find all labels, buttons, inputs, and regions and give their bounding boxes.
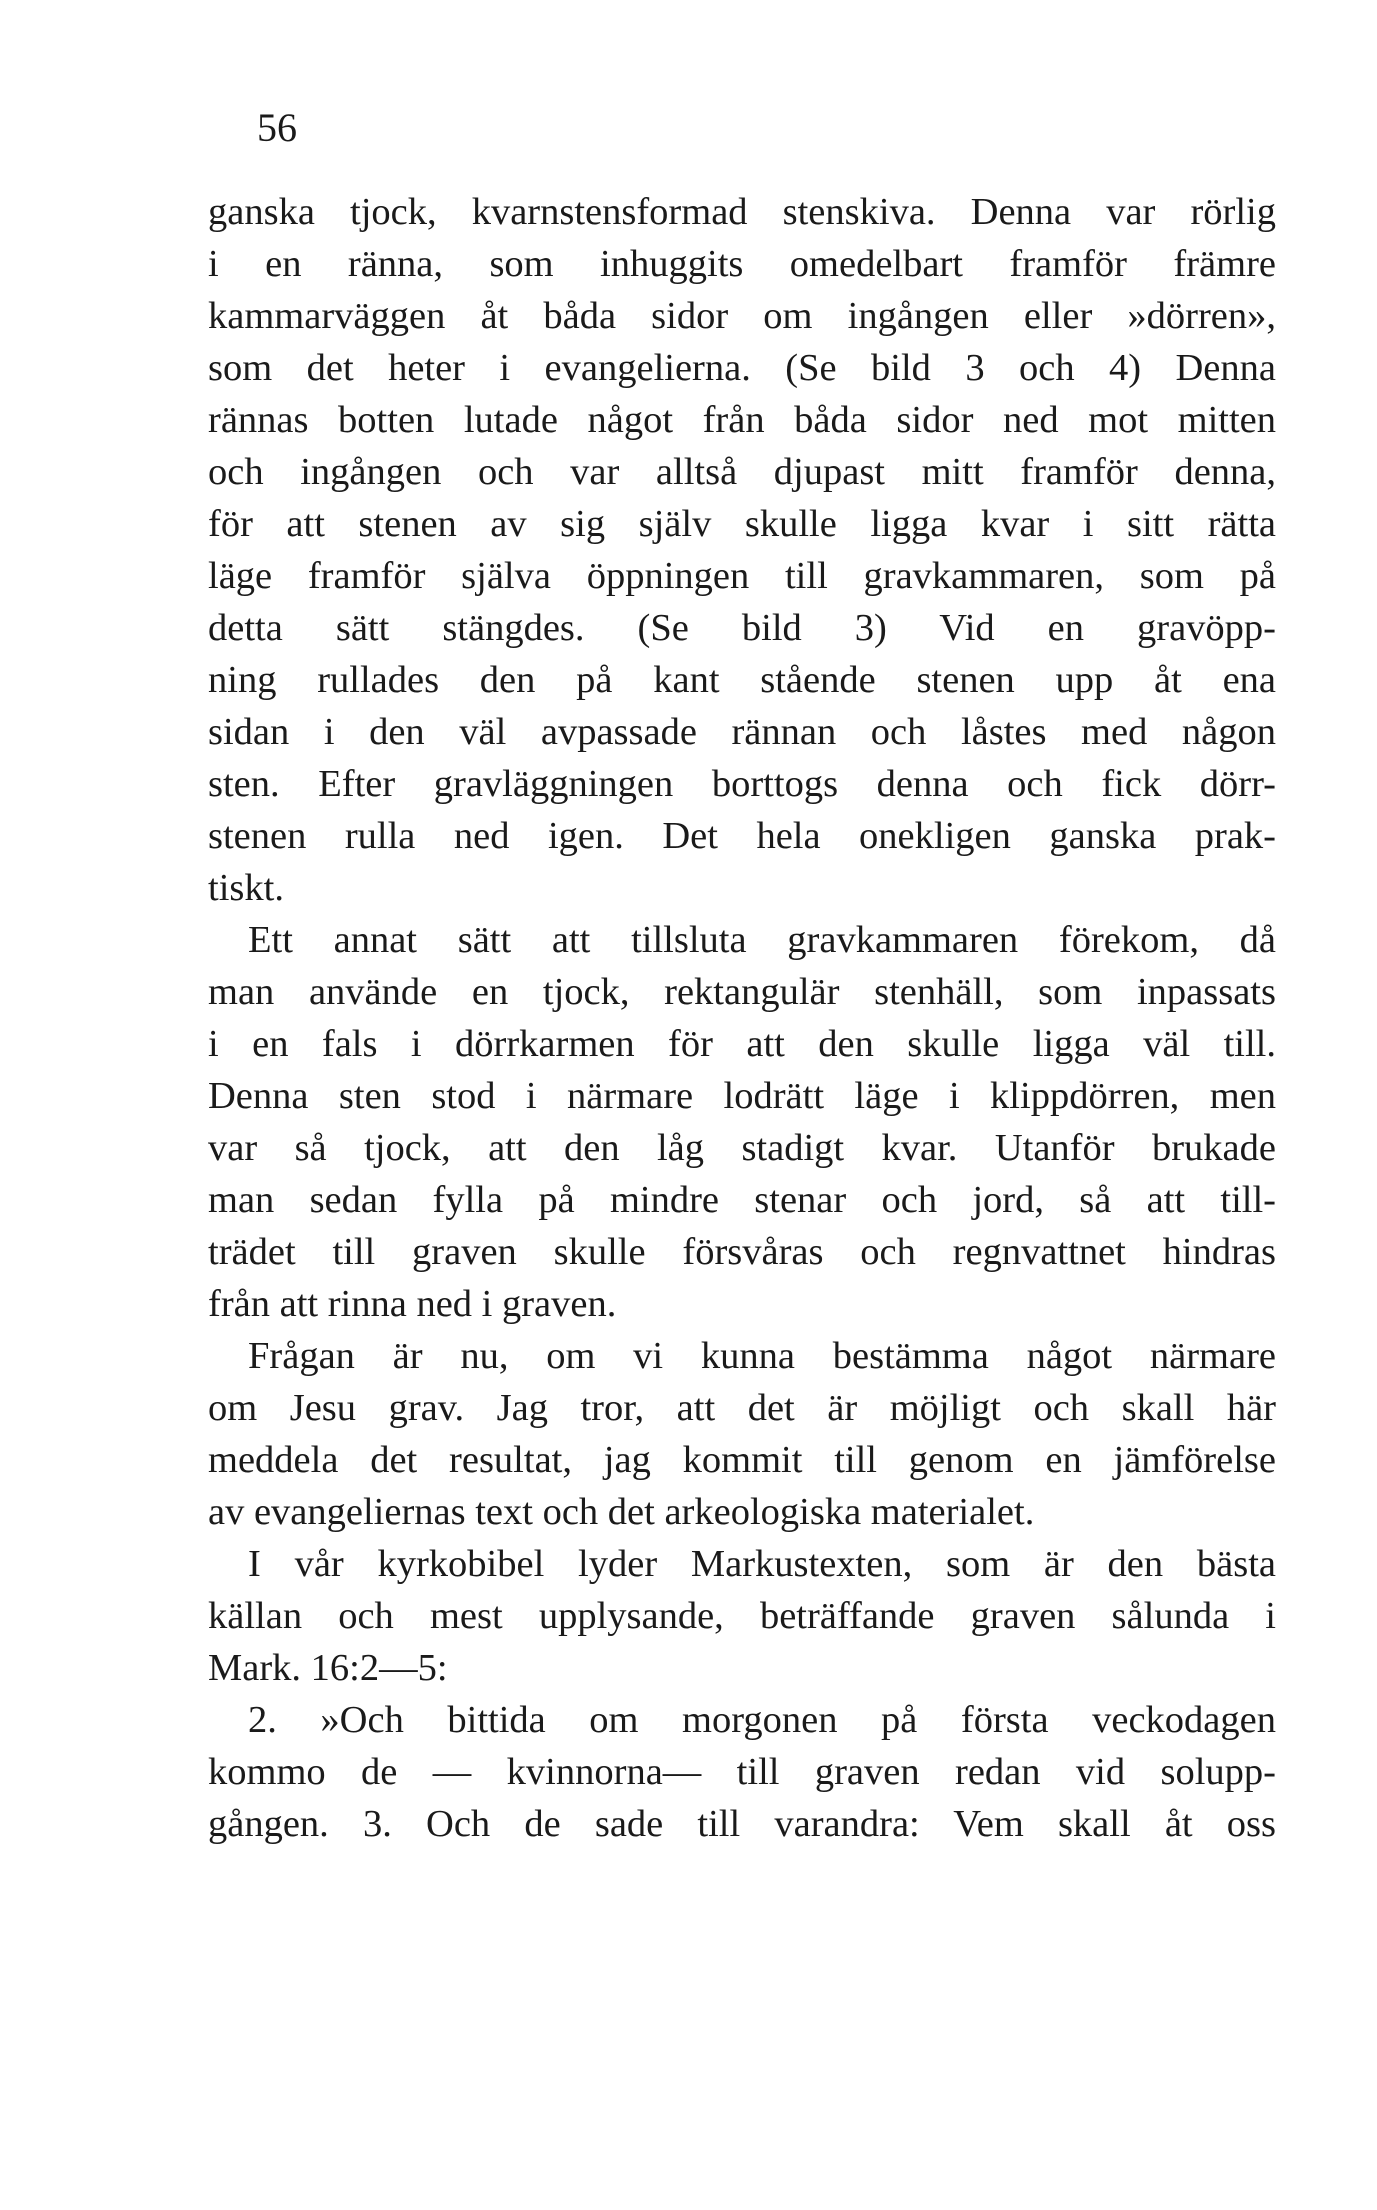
text-line: trädet till graven skulle försvåras och regnvattnet hindras	[208, 1231, 1276, 1273]
text-line: meddela det resultat, jag kommit till genom en jämförelse	[208, 1439, 1276, 1481]
text-line: rännas botten lutade något från båda sidor ned mot mitten	[208, 399, 1276, 441]
text-line: för att stenen av sig själv skulle ligga kvar i sitt rätta	[208, 503, 1276, 545]
text-line: Denna sten stod i närmare lodrätt läge i klippdörren, men	[208, 1075, 1276, 1117]
text-line: av evangeliernas text och det arkeologiska materialet.	[208, 1491, 1035, 1533]
text-line: som det heter i evangelierna. (Se bild 3 och 4) Denna	[208, 347, 1276, 389]
text-line: i en fals i dörrkarmen för att den skulle ligga väl till.	[208, 1023, 1276, 1065]
text-line: ganska tjock, kvarnstensformad stenskiva. Denna var rörlig	[208, 191, 1276, 233]
text-line: källan och mest upplysande, beträffande graven sålunda i	[208, 1595, 1276, 1637]
text-line: och ingången och var alltså djupast mitt framför denna,	[208, 451, 1276, 493]
text-line: Mark. 16:2—5:	[208, 1647, 448, 1689]
body-text	[208, 186, 1276, 1850]
text-line: man sedan fylla på mindre stenar och jord, så att till-	[208, 1179, 1276, 1221]
text-line: man använde en tjock, rektangulär stenhäll, som inpassats	[208, 971, 1276, 1013]
text-line: sten. Efter gravläggningen borttogs denna och fick dörr-	[208, 763, 1276, 805]
text-line: stenen rulla ned igen. Det hela onekligen ganska prak-	[208, 815, 1276, 857]
text-line: i en ränna, som inhuggits omedelbart framför främre	[208, 243, 1276, 285]
text-line: sidan i den väl avpassade rännan och låstes med någon	[208, 711, 1276, 753]
text-line: 2. »Och bittida om morgonen på första veckodagen	[248, 1699, 1276, 1741]
text-line: om Jesu grav. Jag tror, att det är möjligt och skall här	[208, 1387, 1276, 1429]
text-line: kommo de — kvinnorna— till graven redan vid solupp-	[208, 1751, 1276, 1793]
text-line: I vår kyrkobibel lyder Markustexten, som är den bästa	[248, 1543, 1276, 1585]
text-line: ning rullades den på kant stående stenen upp åt ena	[208, 659, 1276, 701]
text-line: gången. 3. Och de sade till varandra: Vem skall åt oss	[208, 1803, 1276, 1845]
text-line: från att rinna ned i graven.	[208, 1283, 617, 1325]
text-line: detta sätt stängdes. (Se bild 3) Vid en gravöpp-	[208, 607, 1276, 649]
text-line: Frågan är nu, om vi kunna bestämma något närmare	[248, 1335, 1276, 1377]
text-line: läge framför själva öppningen till gravkammaren, som på	[208, 555, 1276, 597]
text-line: Ett annat sätt att tillsluta gravkammaren förekom, då	[248, 919, 1276, 961]
text-line: tiskt.	[208, 867, 284, 909]
page-number: 56	[257, 105, 297, 150]
text-line: var så tjock, att den låg stadigt kvar. Utanför brukade	[208, 1127, 1276, 1169]
text-line: kammarväggen åt båda sidor om ingången eller »dörren»,	[208, 295, 1276, 337]
